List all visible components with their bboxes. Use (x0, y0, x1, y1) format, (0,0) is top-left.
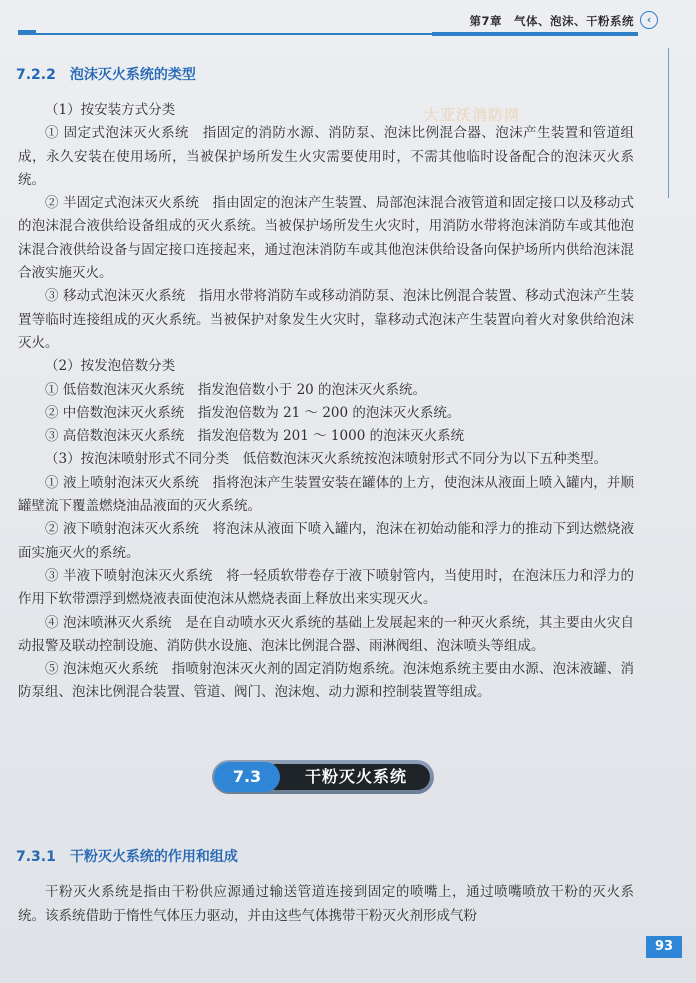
paragraph: ③ 高倍数泡沫灭火系统 指发泡倍数为 201 ～ 1000 的泡沫灭火系统 (45, 428, 465, 445)
chapter-section-banner (212, 760, 434, 794)
section-heading-7-2-2 (16, 64, 196, 84)
running-header-title: 第7章 气体、泡沫、干粉系统 (469, 14, 634, 28)
paragraph: ① 液上喷射泡沫灭火系统 指将泡沫产生装置安装在罐体的上方，使泡沫从液面上喷入罐内，并顺罐壁流下覆盖燃烧油品液面的灭火系统。 (18, 474, 634, 515)
section-title: 泡沫灭火系统的类型 (69, 67, 196, 83)
body-text (18, 99, 634, 705)
margin-line (668, 48, 669, 198)
paragraph: （1）按安装方式分类 (45, 102, 176, 118)
paragraph: ① 固定式泡沫灭火系统 指固定的消防水源、消防泵、泡沫比例混合器、泡沫产生装置和管道组成，永久安装在使用场所，当被保护场所发生火灾需要使用时，不需其他临时设备配合的泡沫灭火系统。 (18, 125, 634, 188)
paragraph: ① 低倍数泡沫灭火系统 指发泡倍数小于 20 的泡沫灭火系统。 (45, 381, 427, 398)
banner-number: 7.3 (214, 762, 280, 792)
watermark-logo: 大亚沃消防网 (424, 106, 521, 124)
paragraph: ③ 移动式泡沫灭火系统 指用水带将消防车或移动消防泵、泡沫比例混合装置、移动式泡沫产生装置等临时连接组成的灭火系统。当被保护对象发生火灾时，靠移动式泡沫产生装置向着火对象供给泡沫灭火。 (18, 288, 634, 351)
paragraph: （3）按泡沫喷射形式不同分类 低倍数泡沫灭火系统按泡沫喷射形式不同分为以下五种类型。 (45, 451, 608, 468)
paragraph: （2）按发泡倍数分类 (45, 358, 176, 375)
header-tab-bar (432, 32, 638, 36)
paragraph: ② 液下喷射泡沫灭火系统 将泡沫从液面下喷入罐内，泡沫在初始动能和浮力的推动下到达燃烧液面实施灭火的系统。 (18, 521, 634, 561)
paragraph: ④ 泡沫喷淋灭火系统 是在自动喷水灭火系统的基础上发展起来的一种灭火系统，其主要由火灾自动报警及联动控制设施、消防供水设施、泡沫比例混合器、雨淋阀组、泡沫喷头等组成。 (18, 614, 634, 654)
paragraph: ② 半固定式泡沫灭火系统 指由固定的泡沫产生装置、局部泡沫混合液管道和固定接口以及移动式的泡沫混合液供给设备组成的灭火系统。当被保护场所发生火灾时，用消防水带将泡沫消防车或其他泡沫混合液供给设备与固定接口连接起来，通过泡沫消防车或其他泡沫供给设备向保护场所内供给泡沫混合液实施灭火。 (18, 195, 634, 282)
body-text-2 (18, 880, 634, 928)
section-title: 干粉灭火系统的作用和组成 (69, 849, 238, 865)
page-number: 93 (646, 936, 682, 958)
section-heading-7-3-1 (16, 846, 238, 866)
section-number: 7.3.1 (16, 849, 56, 865)
paragraph: ③ 半液下喷射泡沫灭火系统 将一轻质软带卷存于液下喷射管内，当使用时，在泡沫压力和浮力的作用下软带漂浮到燃烧液表面使泡沫从燃烧表面上释放出来实现灭火。 (18, 567, 634, 608)
banner-title: 干粉灭火系统 (304, 767, 407, 786)
section-number: 7.2.2 (16, 67, 56, 83)
paragraph: ⑤ 泡沫炮灭火系统 指喷射泡沫灭火剂的固定消防炮系统。泡沫炮系统主要由水源、泡沫液罐、消防泵组、泡沫比例混合装置、管道、阀门、泡沫炮、动力源和控制装置等组成。 (18, 661, 634, 701)
paragraph: ② 中倍数泡沫灭火系统 指发泡倍数为 21 ～ 200 的泡沫灭火系统。 (45, 404, 461, 421)
paragraph: 干粉灭火系统是指由干粉供应源通过输送管道连接到固定的喷嘴上，通过喷嘴喷放干粉的灭火系统。该系统借助于惰性气体压力驱动，并由这些气体携带干粉灭火剂形成气粉 (18, 884, 634, 924)
back-arrow-icon: ‹ (640, 11, 658, 29)
